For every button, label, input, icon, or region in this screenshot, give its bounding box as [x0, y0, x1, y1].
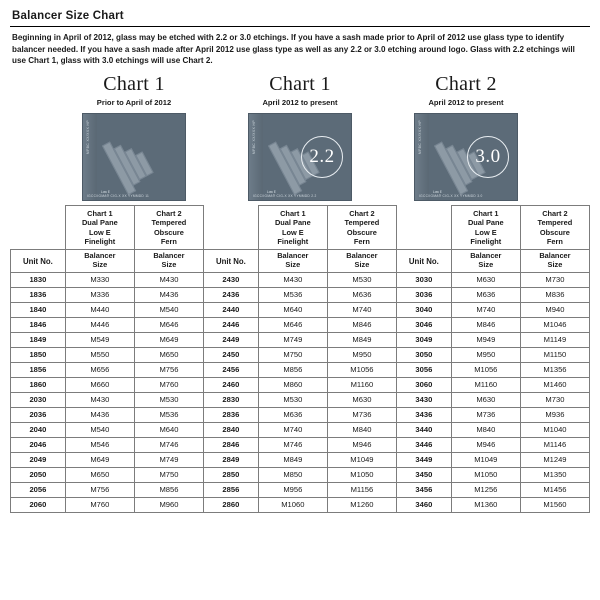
table-body	[11, 272, 590, 512]
cell-size: M756	[134, 362, 203, 377]
group-header-5-line1: Dual Pane	[467, 218, 504, 228]
group-header-6-line2: Obscure	[539, 227, 570, 237]
cell-size: M630	[451, 272, 520, 287]
cell-unit: 1850	[11, 347, 66, 362]
cell-size: M640	[258, 302, 327, 317]
table-row	[11, 317, 590, 332]
table-row	[11, 302, 590, 317]
cell-size: M740	[327, 302, 396, 317]
cell-size: M430	[65, 392, 134, 407]
table-subheader-row	[11, 250, 590, 273]
group-header-2	[134, 206, 203, 250]
cell-size: M1249	[520, 452, 589, 467]
cell-size: M1256	[451, 482, 520, 497]
cell-size: M549	[65, 332, 134, 347]
cell-size: M1146	[520, 437, 589, 452]
size-header-3-line2: Size	[285, 260, 301, 270]
size-header-6-line1: Balancer	[539, 251, 571, 261]
cell-unit: 2860	[203, 497, 258, 512]
cell-size: M430	[134, 272, 203, 287]
size-header-1-line2: Size	[92, 260, 108, 270]
cell-size: M749	[258, 332, 327, 347]
size-header-1	[65, 250, 134, 273]
cell-size: M550	[65, 347, 134, 362]
group-header-6-line1: Tempered	[537, 218, 573, 228]
group-header-spacer-2	[203, 206, 258, 250]
cell-unit: 1860	[11, 377, 66, 392]
table-row	[11, 422, 590, 437]
cell-size: M530	[327, 272, 396, 287]
cell-unit: 3446	[396, 437, 451, 452]
cell-size: M1040	[520, 422, 589, 437]
cell-size: M860	[258, 377, 327, 392]
group-header-1-line3: Finelight	[84, 236, 116, 246]
title-divider	[10, 26, 590, 27]
cell-size: M1356	[520, 362, 589, 377]
cell-unit: 2456	[203, 362, 258, 377]
cell-unit: 2050	[11, 467, 66, 482]
glass-photo-2	[248, 113, 352, 201]
table-row	[11, 407, 590, 422]
unit-header-3: Unit No.	[396, 250, 451, 273]
cell-unit: 3056	[396, 362, 451, 377]
size-header-4-line1: Balancer	[346, 251, 378, 261]
cell-unit: 2846	[203, 437, 258, 452]
cell-unit: 3046	[396, 317, 451, 332]
cell-unit: 3450	[396, 467, 451, 482]
cell-unit: 1846	[11, 317, 66, 332]
cell-unit: 1849	[11, 332, 66, 347]
cell-size: M740	[258, 422, 327, 437]
chart-illustration-3	[392, 73, 540, 201]
cell-unit: 1830	[11, 272, 66, 287]
cell-size: M650	[134, 347, 203, 362]
cell-size: M546	[65, 437, 134, 452]
cell-size: M856	[258, 362, 327, 377]
cell-size: M749	[134, 452, 203, 467]
cell-size: M950	[451, 347, 520, 362]
glass-bottom-label: IGCC/IGMA® CIG-X XX YYMMDD 11	[87, 194, 150, 199]
cell-size: M1460	[520, 377, 589, 392]
cell-size: M536	[258, 287, 327, 302]
group-header-1-chart: Chart 1	[87, 209, 113, 219]
cell-size: M660	[65, 377, 134, 392]
cell-size: M540	[65, 422, 134, 437]
cell-size: M646	[134, 317, 203, 332]
cell-size: M1150	[520, 347, 589, 362]
chart-2-subtitle: April 2012 to present	[262, 98, 338, 108]
group-header-spacer-3	[396, 206, 451, 250]
group-header-4	[327, 206, 396, 250]
chart-3-subtitle: April 2012 to present	[428, 98, 504, 108]
cell-size: M950	[327, 347, 396, 362]
cell-size: M1350	[520, 467, 589, 482]
cell-unit: 2450	[203, 347, 258, 362]
cell-size: M849	[258, 452, 327, 467]
glass-vertical-label: MFBC XX/XXX HP	[418, 120, 422, 155]
cell-unit: 2046	[11, 437, 66, 452]
cell-unit: 3050	[396, 347, 451, 362]
group-header-4-chart: Chart 2	[349, 209, 375, 219]
cell-size: M730	[520, 272, 589, 287]
cell-size: M436	[134, 287, 203, 302]
group-header-1-line2: Low E	[88, 227, 111, 237]
size-header-3	[258, 250, 327, 273]
cell-size: M540	[134, 302, 203, 317]
cell-size: M636	[451, 287, 520, 302]
group-header-5-line2: Low E	[474, 227, 497, 237]
cell-unit: 2840	[203, 422, 258, 437]
cell-size: M740	[451, 302, 520, 317]
cell-size: M1156	[327, 482, 396, 497]
chart-1-subtitle: Prior to April of 2012	[96, 98, 172, 108]
group-header-5-chart: Chart 1	[473, 209, 499, 219]
chart-illustrations	[10, 73, 590, 201]
cell-size: M530	[134, 392, 203, 407]
etching-badge-2-2: 2.2	[301, 136, 343, 178]
cell-unit: 2850	[203, 467, 258, 482]
group-header-1-line1: Dual Pane	[81, 218, 118, 228]
cell-size: M636	[258, 407, 327, 422]
table-row	[11, 377, 590, 392]
group-header-4-line2: Obscure	[346, 227, 377, 237]
group-header-5-line3: Finelight	[470, 236, 502, 246]
cell-size: M849	[327, 332, 396, 347]
cell-unit: 2049	[11, 452, 66, 467]
size-header-3-line1: Balancer	[277, 251, 309, 261]
cell-unit: 3430	[396, 392, 451, 407]
intro-paragraph: Beginning in April of 2012, glass may be etched with 2.2 or 3.0 etchings. If you have a sash made prior to April of 2012 use glass type to identify balancer needed. If you have a sash made after April 2012 use glass type as well as any 2.2 or 3.0 etching around logo. Glass with 2.2 etchings will use Chart 1, glass with 3.0 etchings will use Chart 2.	[12, 33, 575, 66]
glass-bottom-label: IGCC/IGMA® CIG-X XX YYMMDD 2.2	[253, 194, 317, 199]
glass-photo-1	[82, 113, 186, 201]
cell-unit: 2030	[11, 392, 66, 407]
group-header-4-line1: Tempered	[344, 218, 380, 228]
cell-size: M440	[65, 302, 134, 317]
table-row	[11, 362, 590, 377]
cell-unit: 2036	[11, 407, 66, 422]
cell-unit: 3060	[396, 377, 451, 392]
group-header-4-line3: Fern	[353, 236, 370, 246]
group-header-3-chart: Chart 1	[280, 209, 306, 219]
cell-size: M636	[327, 287, 396, 302]
cell-size: M760	[134, 377, 203, 392]
chart-3-title: Chart 2	[435, 73, 497, 96]
cell-size: M1050	[327, 467, 396, 482]
size-header-6	[520, 250, 589, 273]
cell-size: M649	[134, 332, 203, 347]
cell-unit: 2446	[203, 317, 258, 332]
cell-size: M746	[134, 437, 203, 452]
cell-unit: 3460	[396, 497, 451, 512]
group-header-6-chart: Chart 2	[542, 209, 568, 219]
group-header-5	[451, 206, 520, 250]
cell-unit: 3449	[396, 452, 451, 467]
cell-size: M1056	[451, 362, 520, 377]
cell-size: M840	[451, 422, 520, 437]
cell-unit: 3440	[396, 422, 451, 437]
group-header-2-line3: Fern	[160, 236, 177, 246]
cell-size: M446	[65, 317, 134, 332]
cell-unit: 1836	[11, 287, 66, 302]
cell-size: M1056	[327, 362, 396, 377]
etching-badge-3-0: 3.0	[467, 136, 509, 178]
table-row	[11, 437, 590, 452]
cell-unit: 2430	[203, 272, 258, 287]
glass-vertical-label: MFBC XX/XXX HP	[86, 120, 90, 155]
group-header-spacer-1	[11, 206, 66, 250]
cell-size: M750	[134, 467, 203, 482]
cell-unit: 2449	[203, 332, 258, 347]
cell-unit: 2040	[11, 422, 66, 437]
group-header-6-line3: Fern	[546, 236, 563, 246]
cell-size: M656	[65, 362, 134, 377]
cell-size: M836	[520, 287, 589, 302]
chart-illustration-2	[226, 73, 374, 201]
table-row	[11, 497, 590, 512]
cell-unit: 2436	[203, 287, 258, 302]
group-header-3-line1: Dual Pane	[274, 218, 311, 228]
group-header-2-chart: Chart 2	[156, 209, 182, 219]
cell-size: M946	[451, 437, 520, 452]
low-e-label: Low E	[267, 190, 276, 195]
cell-unit: 2460	[203, 377, 258, 392]
cell-size: M1160	[451, 377, 520, 392]
unit-header-2: Unit No.	[203, 250, 258, 273]
cell-unit: 2830	[203, 392, 258, 407]
size-header-4	[327, 250, 396, 273]
cell-size: M850	[258, 467, 327, 482]
table-row	[11, 272, 590, 287]
group-header-6	[520, 206, 589, 250]
cell-size: M640	[134, 422, 203, 437]
table-row	[11, 452, 590, 467]
cell-size: M1050	[451, 467, 520, 482]
chart-2-title: Chart 1	[269, 73, 331, 96]
size-header-5	[451, 250, 520, 273]
low-e-label: Low E	[101, 190, 110, 195]
cell-size: M746	[258, 437, 327, 452]
cell-unit: 3436	[396, 407, 451, 422]
cell-size: M846	[451, 317, 520, 332]
cell-unit: 3456	[396, 482, 451, 497]
cell-size: M336	[65, 287, 134, 302]
size-header-5-line2: Size	[478, 260, 494, 270]
cell-unit: 2060	[11, 497, 66, 512]
cell-size: M736	[451, 407, 520, 422]
cell-unit: 2836	[203, 407, 258, 422]
cell-size: M646	[258, 317, 327, 332]
cell-size: M1046	[520, 317, 589, 332]
cell-size: M846	[327, 317, 396, 332]
cell-size: M730	[520, 392, 589, 407]
group-header-3-line2: Low E	[281, 227, 304, 237]
cell-size: M650	[65, 467, 134, 482]
cell-size: M956	[258, 482, 327, 497]
size-header-6-line2: Size	[547, 260, 563, 270]
chart-illustration-1	[60, 73, 208, 201]
group-header-3-line3: Finelight	[277, 236, 309, 246]
cell-size: M1160	[327, 377, 396, 392]
cell-size: M949	[451, 332, 520, 347]
cell-unit: 1856	[11, 362, 66, 377]
balancer-size-table	[10, 205, 590, 513]
cell-size: M1360	[451, 497, 520, 512]
size-header-2-line2: Size	[161, 260, 177, 270]
glass-photo-3	[414, 113, 518, 201]
glass-bottom-label: IGCC/IGMA® CIG-X XX YYMMDD 3.0	[419, 194, 483, 199]
cell-size: M750	[258, 347, 327, 362]
chart-1-title: Chart 1	[103, 73, 165, 96]
size-header-5-line1: Balancer	[470, 251, 502, 261]
cell-size: M940	[520, 302, 589, 317]
cell-unit: 3030	[396, 272, 451, 287]
cell-size: M840	[327, 422, 396, 437]
group-header-3	[258, 206, 327, 250]
cell-size: M649	[65, 452, 134, 467]
cell-size: M536	[134, 407, 203, 422]
cell-size: M1049	[327, 452, 396, 467]
cell-unit: 2849	[203, 452, 258, 467]
cell-size: M630	[451, 392, 520, 407]
size-header-2	[134, 250, 203, 273]
cell-size: M1560	[520, 497, 589, 512]
group-header-2-line1: Tempered	[151, 218, 187, 228]
size-header-2-line1: Balancer	[153, 251, 185, 261]
cell-unit: 2856	[203, 482, 258, 497]
cell-unit: 3049	[396, 332, 451, 347]
cell-size: M1049	[451, 452, 520, 467]
table-row	[11, 347, 590, 362]
cell-size: M630	[327, 392, 396, 407]
cell-size: M330	[65, 272, 134, 287]
cell-size: M436	[65, 407, 134, 422]
cell-size: M736	[327, 407, 396, 422]
size-header-1-line1: Balancer	[84, 251, 116, 261]
table-group-header-row	[11, 206, 590, 250]
table-row	[11, 467, 590, 482]
cell-size: M430	[258, 272, 327, 287]
cell-unit: 1840	[11, 302, 66, 317]
cell-size: M1149	[520, 332, 589, 347]
cell-size: M760	[65, 497, 134, 512]
group-header-2-line2: Obscure	[153, 227, 184, 237]
cell-size: M946	[327, 437, 396, 452]
cell-unit: 2440	[203, 302, 258, 317]
cell-size: M1060	[258, 497, 327, 512]
group-header-1	[65, 206, 134, 250]
cell-size: M856	[134, 482, 203, 497]
cell-size: M1260	[327, 497, 396, 512]
cell-size: M936	[520, 407, 589, 422]
table-row	[11, 332, 590, 347]
size-header-4-line2: Size	[354, 260, 370, 270]
unit-header-1: Unit No.	[11, 250, 66, 273]
table-row	[11, 392, 590, 407]
cell-unit: 2056	[11, 482, 66, 497]
cell-unit: 3036	[396, 287, 451, 302]
cell-size: M960	[134, 497, 203, 512]
table-row	[11, 482, 590, 497]
cell-unit: 3040	[396, 302, 451, 317]
low-e-label: Low E	[433, 190, 442, 195]
glass-vertical-label: MFBC XX/XXX HP	[252, 120, 256, 155]
page-title: Balancer Size Chart	[12, 10, 124, 22]
cell-size: M756	[65, 482, 134, 497]
table-row	[11, 287, 590, 302]
cell-size: M530	[258, 392, 327, 407]
balancer-hardware-illustration	[98, 123, 171, 199]
cell-size: M1456	[520, 482, 589, 497]
